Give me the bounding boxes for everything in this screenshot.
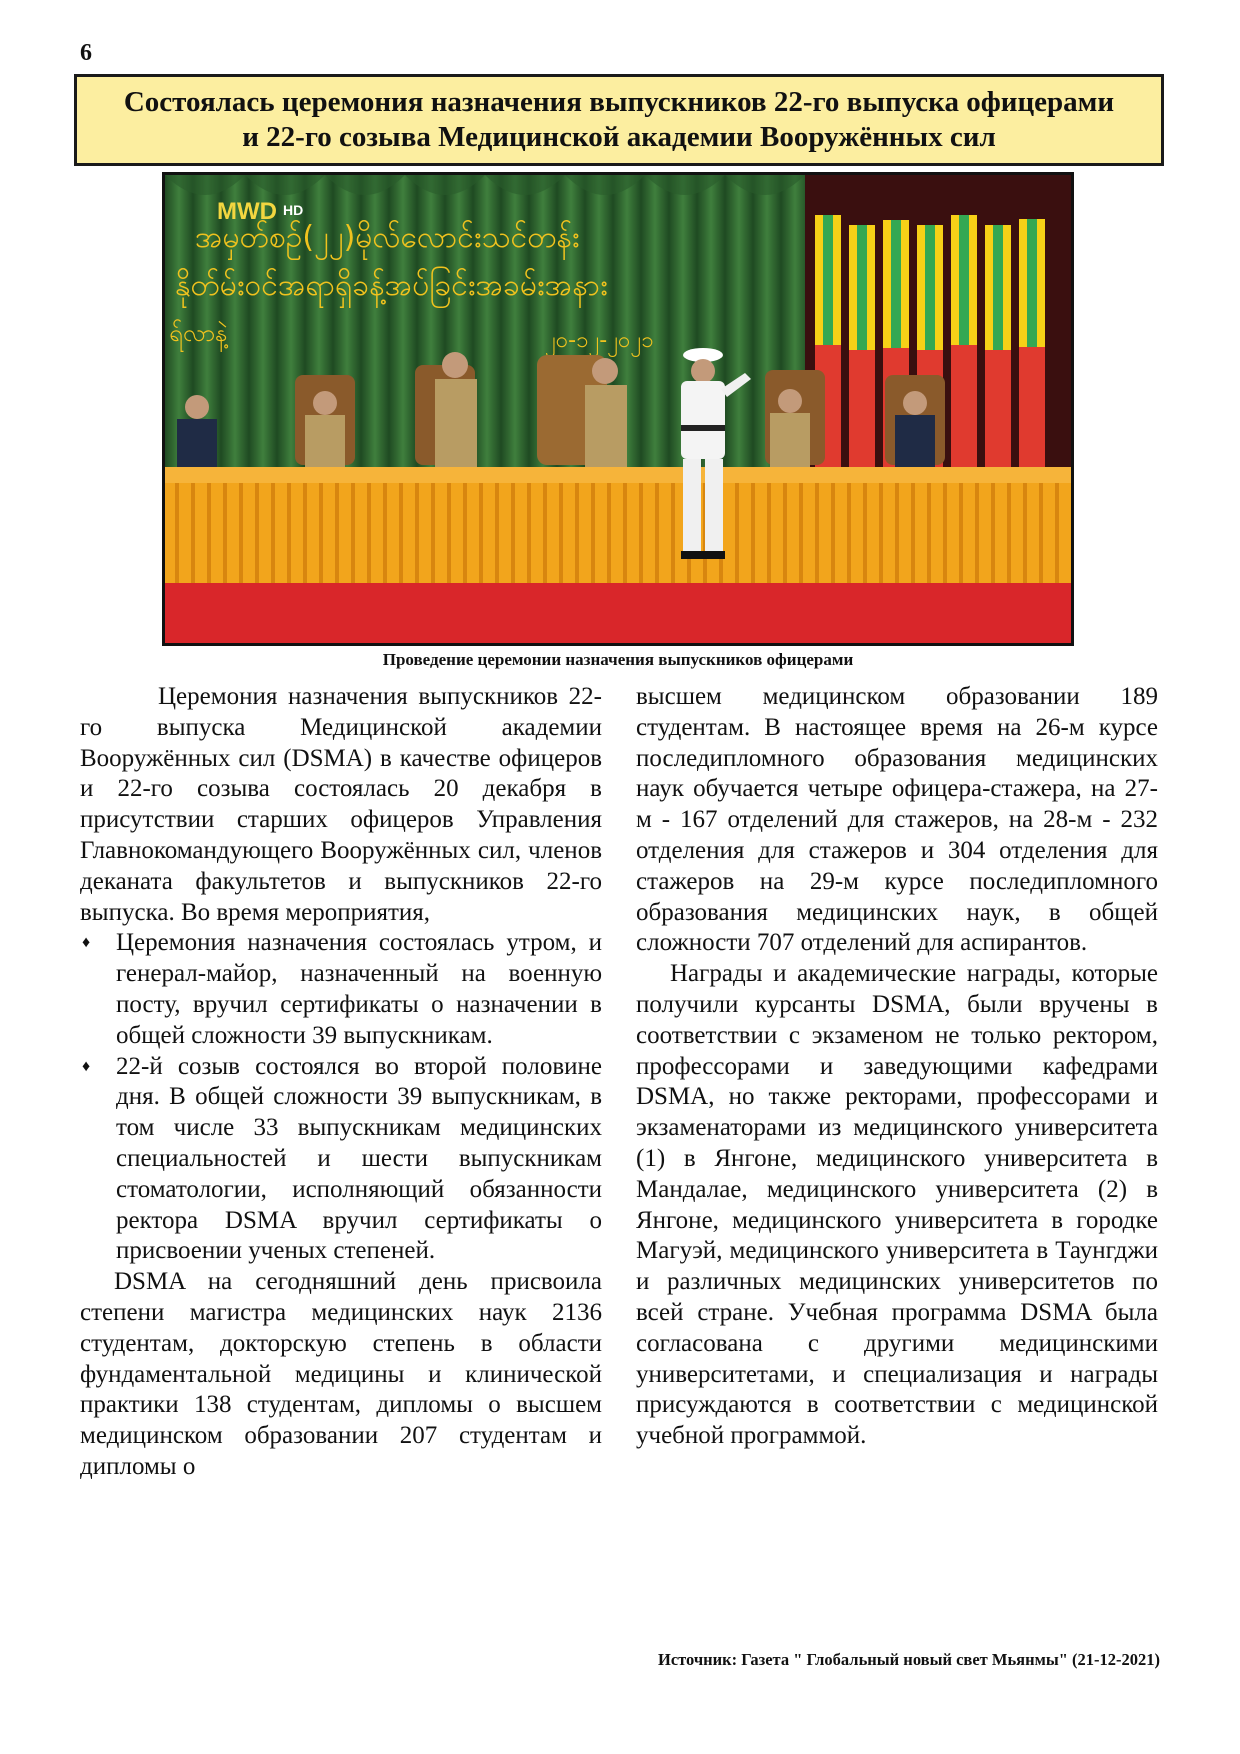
- headline-line-1: Состоялась церемония назначения выпускников 22-го выпуска офицерами: [123, 86, 1115, 118]
- page-number: 6: [80, 40, 92, 66]
- intro-paragraph: Церемония назначения выпускников 22-го выпуска Медицинской академии Вооружённых сил (DSMA) в качестве офицеров и 22-го созыва состоялась 20 декабря в присутствии старших офицеров Управления Главнокомандующего Вооружённых сил, членов деканата факультетов и выпускников 22-го выпуска. Во время мероприятия,: [80, 683, 602, 926]
- channel-logo: MWD: [217, 198, 277, 225]
- bullet-item-afternoon: [80, 1052, 602, 1268]
- bullet-item-morning: [80, 928, 602, 1051]
- headline-line-2: и 22-го созыва Медицинской академии Вооружённых сил: [242, 121, 996, 153]
- left-column: [80, 682, 602, 1483]
- diamond-bullet-icon: ♦: [82, 1057, 91, 1075]
- ceremony-photo: [162, 172, 1074, 646]
- ceremony-photo-illustration: [165, 175, 1071, 643]
- bullet-text-afternoon: 22-й созыв состоялся во второй половине дня. В общей сложности 39 выпускникам, в том числе 33 выпускникам медицинских специальностей и шести выпускникам стоматологии, исполняющий обязанности ректора DSMA вручил сертификаты о присвоении ученых степеней.: [116, 1052, 602, 1265]
- banner-date: ၂၀-၁၂-၂၀၂၁: [545, 328, 654, 353]
- headline-box: [74, 74, 1164, 166]
- banner-fragment: ရ်လာနဲ့: [169, 319, 228, 347]
- orange-tablecloth: [165, 483, 1071, 583]
- photo-caption: Проведение церемонии назначения выпускников офицерами: [382, 650, 854, 669]
- awards-paragraph: Награды и академические награды, которые получили курсанты DSMA, были вручены в соответствии с экзаменом не только ректором, профессорами и заведующими кафедрами DSMA, но также ректорами, профессорами и экзаменаторами из медицинского университета (1) в Янгоне, медицинского университета в Мандалае, медицинского университета (2) в Янгоне, медицинского университета в городке Магуэй, медицинского университета в Таунгджи и различных медицинских университетов по всей стране. Учебная программа DSMA была согласована с другими медицинскими университетами, и специализация и награды присуждаются в соответствии с медицинской учебной программой.: [636, 960, 1158, 1450]
- event-bullet-list: [80, 928, 602, 1267]
- banner-line-2: နိုတ်မ်းဝင်အရာရှိခန့်အပ်ခြင်းအခမ်းအနား: [175, 268, 608, 303]
- headline: [124, 85, 1114, 155]
- degrees-paragraph: DSMA на сегодняшний день присвоила степени магистра медицинских наук 2136 студентам, докторскую степень в области фундаментальной медицины и клинической практики 138 студентам, дипломы о высшем медицинском образовании 207 студентам и дипломы о: [80, 1268, 602, 1480]
- banner-line-1: အမှတ်စဉ်(၂၂)မိုလ်လောင်းသင်တန်း: [195, 220, 580, 255]
- right-column: [636, 682, 1158, 1452]
- source-note: Источник: Газета " Глобальный новый свет Мьянмы" (21-12-2021): [657, 1650, 1160, 1669]
- diamond-bullet-icon: ♦: [82, 934, 91, 952]
- postgraduate-paragraph: высшем медицинском образовании 189 студентам. В настоящее время на 26-м курсе последипломного образования медицинских наук обучается четыре офицера-стажера, на 27-м - 167 отделений для стажеров, на 28-м - 232 отделения для стажеров и 304 отделения для стажеров на 29-м курсе последипломного образования медицинских наук, в общей сложности 707 отделений для аспирантов.: [636, 683, 1158, 957]
- bullet-text-morning: Церемония назначения состоялась утром, и генерал-майор, назначенный на военную посту, вручил сертификаты о назначении в общей сложности 39 выпускникам.: [116, 929, 602, 1049]
- red-carpet: [165, 583, 1071, 643]
- channel-logo-hd: HD: [283, 202, 304, 218]
